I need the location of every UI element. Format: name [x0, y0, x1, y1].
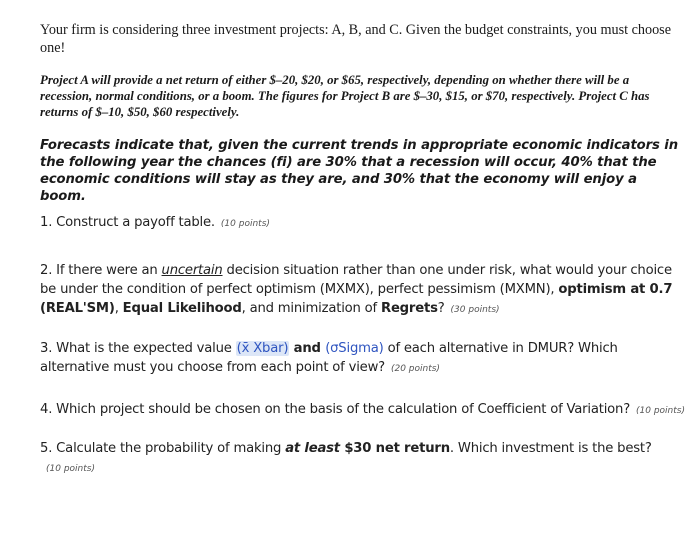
question-3-points: (20 points)	[390, 364, 440, 374]
question-2-realism: optimism at 0.7 (REAL'SM)	[40, 282, 673, 316]
question-5	[40, 439, 670, 479]
question-2-uncertain: uncertain	[161, 263, 223, 278]
question-3-text-a: 3. What is the expected value	[40, 341, 236, 356]
question-4	[40, 400, 685, 421]
question-5-at-least: at least	[285, 441, 340, 456]
question-4-text: 4. Which project should be chosen on the basis of the calculation of Coefficient of Variation?	[40, 402, 631, 417]
question-5-text-a: 5. Calculate the probability of making	[40, 441, 286, 456]
question-3-xbar: (x̄ Xbar)	[236, 341, 289, 356]
question-2-points: (30 points)	[450, 305, 500, 315]
question-5-net-return: $30 net return	[339, 441, 450, 456]
question-2-equal-likelihood: Equal Likelihood	[122, 301, 242, 316]
question-3-and: and	[289, 341, 326, 356]
question-2-text-a: 2. If there were an	[40, 263, 162, 278]
question-5-text-b: . Which investment is the best?	[449, 441, 652, 456]
question-3-sigma: (σSigma)	[325, 341, 384, 356]
question-1-points: (10 points)	[220, 219, 270, 229]
question-2-text-c: ,	[114, 301, 123, 316]
forecast-paragraph: Forecasts indicate that, given the current trends in appropriate economic indicators in the following year the chances (fi) are 30% that a recession will occur, 40% that the economic conditions will stay as they are, and 30% that the economy will enjoy a boom.	[40, 138, 678, 204]
question-3-text-b: of each alternative in DMUR? Which alternative must you choose from each point of view?	[40, 341, 618, 375]
question-1-text: 1. Construct a payoff table.	[40, 215, 215, 230]
question-1	[40, 213, 676, 234]
question-4-points: (10 points)	[636, 406, 685, 416]
question-2-text-e: ?	[437, 301, 445, 316]
projects-paragraph: Project A will provide a net return of either $–20, $20, or $65, respectively, depending on whether there will be a recession, normal conditions, or a boom. The figures for Project B are $–30, $15, or $70, respectively. Project C has returns of $–10, $50, $60 respectively.	[40, 73, 650, 119]
question-2-regrets: Regrets	[380, 301, 438, 316]
question-2-text-b: decision situation rather than one under risk, what would your choice be under the condition of perfect optimism (MXMX), perfect pessimism (MXMN),	[40, 263, 672, 297]
question-3	[40, 339, 640, 379]
question-2	[40, 261, 680, 320]
intro-paragraph: Your firm is considering three investment projects: A, B, and C. Given the budget constraints, you must choose one!	[40, 22, 671, 56]
question-5-points: (10 points)	[46, 464, 95, 474]
question-2-text-d: , and minimization of	[241, 301, 381, 316]
